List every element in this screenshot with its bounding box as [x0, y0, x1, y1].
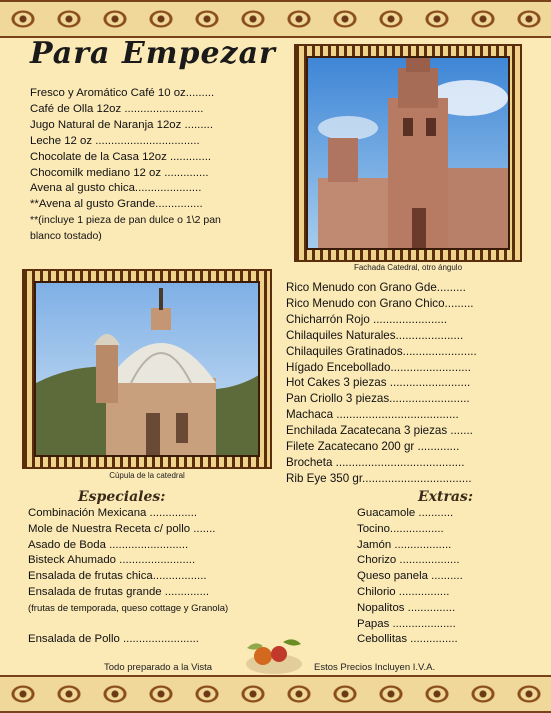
- list-spacer: [28, 617, 228, 633]
- list-item: Combinación Mexicana ...............: [28, 507, 198, 519]
- list-item: Leche 12 oz .................................: [30, 134, 200, 147]
- list-item: Hígado Encebollado.........................: [286, 360, 471, 374]
- list-item: Rico Menudo con Grano Chico.........: [286, 296, 474, 310]
- list-item: Chorizo ...................: [357, 554, 460, 567]
- list-item: Pan Criollo 3 piezas.........................: [286, 392, 470, 406]
- list-item: Ensalada de frutas chica.................: [28, 570, 207, 583]
- list-item: Machaca ......................................: [286, 408, 459, 422]
- decorative-border-bottom: [0, 675, 551, 713]
- list-item: Fresco y Aromático Café 10 oz.........: [30, 87, 215, 99]
- list-item: Jamón ..................: [357, 538, 452, 551]
- page-title: Para Empezar: [30, 36, 276, 71]
- list-item: Enchilada Zacatecana 3 piezas .......: [286, 424, 473, 438]
- cathedral-facade-image: [308, 58, 510, 250]
- extras-heading: Extras:: [418, 489, 473, 505]
- list-item: Chicharrón Rojo .......................: [286, 312, 448, 326]
- photo-frame-facade: [294, 44, 522, 262]
- list-item: Rico Menudo con Grano Gde.........: [286, 281, 466, 294]
- list-item: Hot Cakes 3 piezas .........................: [286, 376, 471, 390]
- caption-dome: Cúpula de la catedral: [109, 471, 185, 480]
- list-item: Tocino.................: [357, 522, 444, 535]
- especiales-list: [28, 506, 228, 648]
- list-item: Chilaquiles Gratinados.......................: [286, 344, 477, 358]
- list-item: Ensalada de frutas grande ..............: [28, 585, 210, 598]
- list-item: Chocolate de la Casa 12oz .............: [30, 150, 212, 163]
- list-item: Avena al gusto chica.....................: [30, 182, 202, 195]
- list-note: **(incluye 1 pieza de pan dulce o 1\2 pan: [30, 214, 221, 227]
- bebidas-list: [30, 86, 221, 245]
- list-note: (frutas de temporada, queso cottage y Granola): [28, 602, 229, 614]
- caption-facade: Fachada Catedral, otro ángulo: [353, 263, 463, 272]
- list-note: blanco tostado): [30, 230, 102, 243]
- list-item: Mole de Nuestra Receta c/ pollo .......: [28, 522, 216, 535]
- list-item: Guacamole ...........: [357, 507, 454, 519]
- footer-right: Estos Precios Incluyen I.V.A.: [314, 662, 436, 673]
- list-item: Ensalada de Pollo ........................: [28, 633, 199, 646]
- list-item: Jugo Natural de Naranja 12oz .........: [30, 118, 213, 131]
- list-item: Chilaquiles Naturales.....................: [286, 328, 464, 342]
- list-item: Papas ....................: [357, 617, 456, 630]
- platillos-list: [286, 280, 477, 487]
- list-item: Chilorio ................: [357, 585, 450, 598]
- list-item: Chocomilk mediano 12 oz ..............: [30, 166, 209, 179]
- list-item: Filete Zacatecano 200 gr .............: [286, 440, 460, 454]
- especiales-heading: Especiales:: [78, 489, 166, 505]
- list-item: Café de Olla 12oz .........................: [30, 102, 204, 115]
- decorative-border-top: [0, 0, 551, 38]
- list-item: Rib Eye 350 gr..................................: [286, 471, 472, 485]
- cathedral-dome-photo: [34, 281, 260, 457]
- list-item: **Avena al gusto Grande...............: [30, 198, 203, 211]
- list-item: Asado de Boda .........................: [28, 538, 189, 551]
- cathedral-facade-photo: [306, 56, 510, 250]
- list-item: Nopalitos ...............: [357, 601, 456, 614]
- cathedral-dome-image: [36, 283, 260, 457]
- extras-list: [357, 506, 463, 648]
- food-illustration-icon: [243, 634, 305, 676]
- footer-left: Todo preparado a la Vista: [104, 662, 213, 673]
- list-item: Bisteck Ahumado ........................: [28, 554, 196, 567]
- list-item: Cebollitas ...............: [357, 633, 458, 646]
- list-item: Queso panela ..........: [357, 570, 463, 583]
- photo-frame-dome: [22, 269, 272, 469]
- list-item: Brocheta ........................................: [286, 455, 465, 469]
